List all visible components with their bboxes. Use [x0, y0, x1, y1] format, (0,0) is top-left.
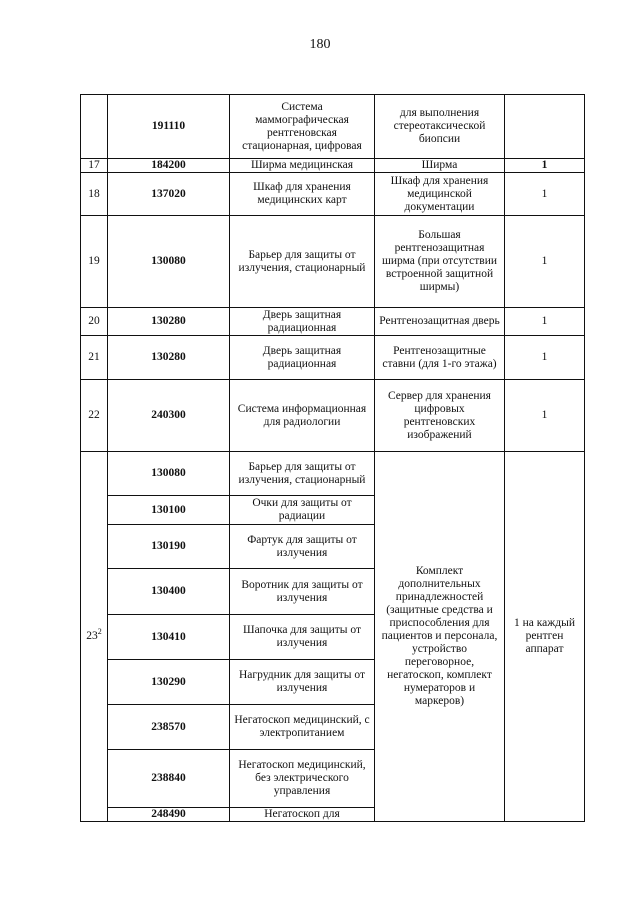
equipment-code: 130290 — [108, 660, 230, 705]
equipment-code: 130280 — [108, 308, 230, 336]
equipment-name: Дверь защитная радиационная — [230, 336, 375, 380]
group-description: Комплект дополнительных принадлежностей (защитные средства и приспособления для пациентов и персонала, устройство переговорное, негатоскоп, комплект нумераторов и маркеров) — [375, 452, 505, 822]
equipment-code: 130080 — [108, 216, 230, 308]
table-row — [81, 159, 585, 173]
equipment-description: Рентгенозащитные ставни (для 1-го этажа) — [375, 336, 505, 380]
equipment-name: Негатоскоп для — [230, 808, 375, 822]
equipment-code: 184200 — [108, 159, 230, 173]
equipment-name: Ширма медицинская — [230, 159, 375, 173]
equipment-code: 238570 — [108, 705, 230, 750]
equipment-code: 238840 — [108, 750, 230, 808]
group-quantity: 1 на каждый рентген аппарат — [505, 452, 585, 822]
equipment-description: Большая рентгенозащитная ширма (при отсутствии встроенной защитной ширмы) — [375, 216, 505, 308]
equipment-description: Ширма — [375, 159, 505, 173]
equipment-quantity: 1 — [505, 216, 585, 308]
equipment-code: 191110 — [108, 95, 230, 159]
equipment-code: 240300 — [108, 380, 230, 452]
table-row — [81, 380, 585, 452]
equipment-description: Сервер для хранения цифровых рентгеновских изображений — [375, 380, 505, 452]
table-row — [81, 95, 585, 159]
equipment-description: Шкаф для хранения медицинской документации — [375, 173, 505, 216]
equipment-name: Система информационная для радиологии — [230, 380, 375, 452]
equipment-name: Барьер для защиты от излучения, стационарный — [230, 216, 375, 308]
group-number: $23^2$ — [81, 452, 108, 822]
equipment-quantity: 1 — [505, 308, 585, 336]
table-row — [81, 336, 585, 380]
equipment-code: 248490 — [108, 808, 230, 822]
equipment-name: Фартук для защиты от излучения — [230, 525, 375, 569]
equipment-quantity: 1 — [505, 173, 585, 216]
row-number: 17 — [81, 159, 108, 173]
row-number — [81, 95, 108, 159]
equipment-name: Шапочка для защиты от излучения — [230, 615, 375, 660]
equipment-name: Барьер для защиты от излучения, стационарный — [230, 452, 375, 496]
table-row — [81, 452, 585, 496]
equipment-name: Воротник для защиты от излучения — [230, 569, 375, 615]
equipment-name: Шкаф для хранения медицинских карт — [230, 173, 375, 216]
row-number: 20 — [81, 308, 108, 336]
equipment-code: 130080 — [108, 452, 230, 496]
equipment-code: 130410 — [108, 615, 230, 660]
equipment-description: для выполнения стереотаксической биопсии — [375, 95, 505, 159]
equipment-name: Дверь защитная радиационная — [230, 308, 375, 336]
equipment-quantity: 1 — [505, 380, 585, 452]
table-row — [81, 308, 585, 336]
equipment-name: Система маммографическая рентгеновская стационарная, цифровая — [230, 95, 375, 159]
row-number: 19 — [81, 216, 108, 308]
equipment-name: Негатоскоп медицинский, с электропитанием — [230, 705, 375, 750]
equipment-quantity: 1 — [505, 159, 585, 173]
equipment-quantity — [505, 95, 585, 159]
equipment-code: 137020 — [108, 173, 230, 216]
row-number: 18 — [81, 173, 108, 216]
equipment-table — [80, 94, 585, 822]
equipment-quantity: 1 — [505, 336, 585, 380]
row-number: 22 — [81, 380, 108, 452]
equipment-description: Рентгенозащитная дверь — [375, 308, 505, 336]
equipment-name: Нагрудник для защиты от излучения — [230, 660, 375, 705]
equipment-name: Очки для защиты от радиации — [230, 496, 375, 525]
equipment-code: 130190 — [108, 525, 230, 569]
equipment-code: 130100 — [108, 496, 230, 525]
equipment-code: 130400 — [108, 569, 230, 615]
page-number: 180 — [309, 37, 331, 52]
equipment-code: 130280 — [108, 336, 230, 380]
row-number: 21 — [81, 336, 108, 380]
equipment-name: Негатоскоп медицинский, без электрического управления — [230, 750, 375, 808]
table-row — [81, 216, 585, 308]
table-row — [81, 173, 585, 216]
group-number-footnote: 2 — [97, 627, 102, 637]
